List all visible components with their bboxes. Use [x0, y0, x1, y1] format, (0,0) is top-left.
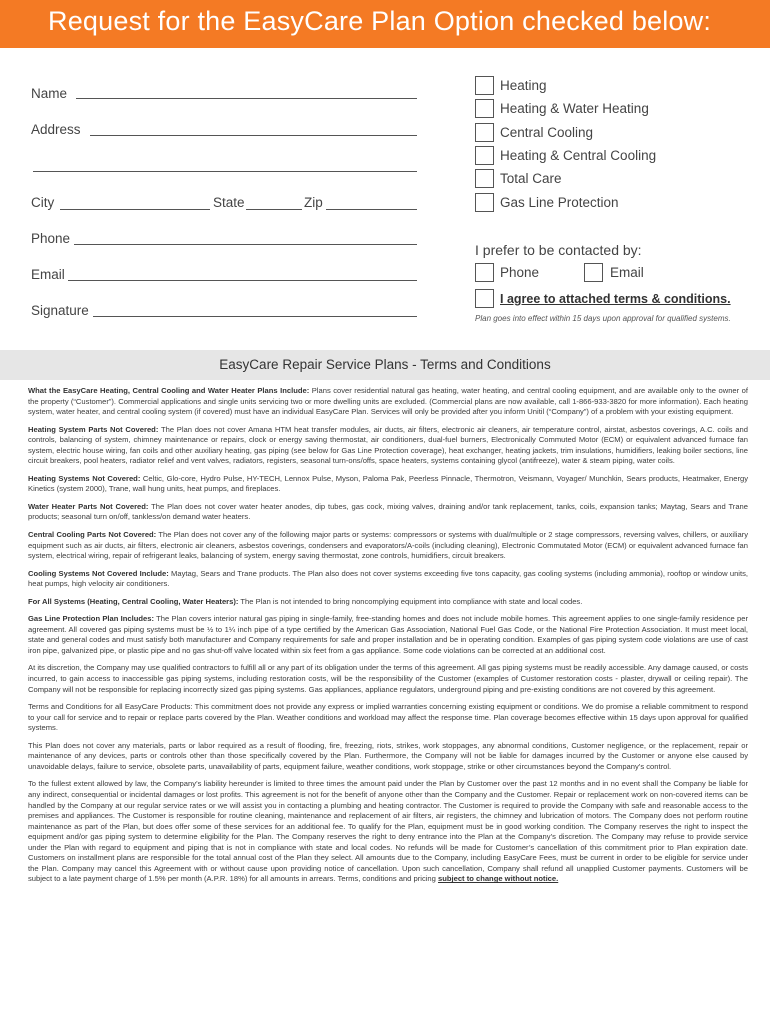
zip-label: Zip [304, 195, 323, 210]
agree-terms-label: I agree to attached terms & conditions. [500, 292, 731, 306]
terms-paragraph: At its discretion, the Company may use qualified contractors to fulfill all or any part of its obligation under the terms of this agreement. All gas piping systems must be readily accessible. Any damage caused, or costs incurred, to gain access to inaccessible gas piping systems, including restoration costs, will be the responsibility of the Customer (examples of Customer restoration costs - plaster, drywall or ceiling repair). The Company will not be responsible for replacing incorrectly sized gas piping systems. Gas appliances, appliance regulators, underground piping and pre-existing conditions are not covered by this agreement. [28, 663, 748, 694]
plan-label-heating: Heating [500, 78, 547, 93]
plan-checkbox-heating-water[interactable] [475, 99, 494, 118]
effective-date-note: Plan goes into effect within 15 days upon approval for qualified systems. [475, 314, 731, 323]
agree-terms-checkbox[interactable] [475, 289, 494, 308]
plan-label-heating-water: Heating & Water Heating [500, 101, 649, 116]
contact-checkbox-email[interactable] [584, 263, 603, 282]
terms-paragraph-title: Central Cooling Parts Not Covered: [28, 530, 157, 540]
terms-paragraph [28, 569, 748, 590]
name-field[interactable] [76, 98, 417, 99]
signature-label: Signature [31, 303, 89, 318]
zip-field[interactable] [326, 209, 417, 210]
name-label: Name [31, 86, 68, 101]
plan-label-gas-line: Gas Line Protection [500, 195, 619, 210]
terms-paragraph-title: What the EasyCare Heating, Central Cooling and Water Heater Plans Include: [28, 386, 310, 395]
plan-label-heating-cooling: Heating & Central Cooling [500, 148, 657, 163]
terms-paragraph [28, 502, 748, 523]
contact-preference-heading: I prefer to be contacted by: [475, 242, 642, 258]
terms-paragraph [28, 779, 748, 884]
state-label: State [213, 195, 245, 210]
city-field[interactable] [60, 209, 210, 210]
terms-paragraph [28, 597, 748, 608]
address-field-line-2[interactable] [33, 171, 417, 172]
terms-header-band [0, 350, 770, 380]
state-field[interactable] [246, 209, 302, 210]
terms-paragraph-text: The Plan is not intended to bring noncomplying equipment into compliance with state and local codes. [238, 596, 583, 606]
terms-paragraph-text: The Plan covers interior natural gas piping in single-family, free-standing homes and does not include mobile homes. This agreement applies to one single-family residence per agreement. All covered gas piping systems must be ½ to 1¼ inch pipe of a type certified by the American Gas Association, National Fuel Gas Code, or the National Fire Protection Association. It must meet local, state and general codes and must satisfy both manufacturer and Company requirements for safe and proper installation and be in operating condition. Examples of gas piping system code violations are use of cast iron pipe, galvanized pipe, or plastic pipe and no gas shut-off valve located within six feet from a gas appliance. Some code violations can be corrected at an additional cost. [28, 614, 748, 655]
terms-paragraph-text: Maytag, Sears and Trane products. The Plan also does not cover systems exceeding five tons capacity, gas cooling systems (including ammonia), rooftop or window units, heat pumps, high velocity air conditioners. [28, 568, 748, 589]
terms-paragraph-title: Gas Line Protection Plan Includes: [28, 614, 155, 624]
page-title: Request for the EasyCare Plan Option checked below: [48, 6, 712, 36]
title-banner [0, 0, 770, 48]
terms-paragraph-text: Celtic, Glo-core, Hydro Pulse, HY-TECH, Lennox Pulse, Myson, Paloma Pak, Peerless Pinnacle, Thermotron, Veismann, Voyager/ Munchkin, Sears products, Heatmaker, Energy Kinetics (system 2000), Trane, wall hung units, heat pumps, and fireplaces. [28, 473, 748, 494]
terms-paragraph-title: Cooling Systems Not Covered Include: [28, 568, 169, 578]
terms-body [28, 386, 748, 892]
email-field[interactable] [68, 280, 417, 281]
terms-paragraph-text: The Plan does not cover any of the following major parts or systems: compressors or systems with dual/multiple or 2 stage compressors, reversing valves, chillers, or auxiliary equipment such as air ducts, air filters, electronic air cleaners, asbestos coverings, condensers and evaporators/A-coils (including cleaning), Electronic Commutated Motor (ECM) or equivalent advanced furnace fan system, electrical wiring, repair of refrigerant leaks, balancing of system, energy saving thermostat, zone controls, humidifiers, circuit breakers. [28, 530, 749, 561]
plan-checkbox-heating-cooling[interactable] [475, 146, 494, 165]
terms-paragraph-text: To the fullest extent allowed by law, the Company’s liability hereunder is limited to three times the amount paid under the Plan by Customer over the past 12 months and in no event shall the Company be liable for any indirect, consequential or incidental damages or lost profits. This agreement is not for the benefit of anyone other than the Company and the Customer. Repair or replacement work on non-covered items can be handled by the Company at our regular service rates or we will assist you in contacting a plumbing and heating contractor. The Customer is required to provide the Company with safe and reasonable access to the premises and appliances. The Customer is responsible for routine cleaning, maintenance and replacement of air filters, air registers, the chimney and lubrication of motors. The Company does not perform routine maintenance as part of the Plan, but does offer some of these services for an additional fee. To qualify for the Plan, equipment must be in good working condition. The Company reserves the right to inspect the equipment and/or gas piping system to determine eligibility for the Plan. The Company reserves the right to deny entrance into the Plan at the Company’s discretion. The Company may refuse to provide service under the Plan with regard to equipment and piping that is not in compliance with state and local codes. No refunds will be made for Customer’s cancellation of this commitment prior to Plan expiration date. Customers on installment plans are responsible for the total annual cost of the Plan they select. All amounts due to the Company, including EasyCare Fees, must be current in order to be eligible for service under the Plan. Company may cancel this Agreement with or without cause upon providing notice of cancellation. Upon such cancellation, Company shall refund all unapplied Customer payments. Customers will be subject to a late payment charge of 1.5% per month (A.P.R. 18%) for all amounts in arrears. Terms, conditions and pricing [28, 779, 748, 884]
contact-checkbox-phone[interactable] [475, 263, 494, 282]
terms-paragraph-title: Heating System Parts Not Covered: [28, 424, 159, 434]
city-label: City [31, 195, 55, 210]
plan-label-central-cooling: Central Cooling [500, 125, 594, 140]
phone-label: Phone [31, 231, 71, 246]
terms-paragraph [28, 425, 748, 467]
address-label: Address [31, 122, 81, 137]
terms-paragraph: Terms and Conditions for all EasyCare Products: This commitment does not provide any express or implied warranties concerning existing equipment or conditions. We do promise a reliable commitment to respond to your call for service and to repair or replace parts covered by the Plan. Weather conditions and workload may affect the response time. Plan coverage becomes effective within 15 days upon approval for qualified systems. [28, 702, 748, 733]
terms-paragraph-title: Heating Systems Not Covered: [28, 473, 141, 483]
terms-paragraph-text: The Plan does not cover water heater anodes, dip tubes, gas cock, mixing valves, draining and/or tank replacement, tanks, coils, expansion tanks; Maytag, Sears and Trane products; seasonal turn on/off, tankless/on demand water heaters. [28, 501, 748, 522]
terms-paragraph [28, 386, 748, 418]
contact-label-email: Email [610, 265, 644, 280]
contact-label-phone: Phone [500, 265, 540, 280]
plan-checkbox-heating[interactable] [475, 76, 494, 95]
terms-paragraph-text: Plans cover residential natural gas heating, water heating, and central cooling equipment, and are available only to the owner of the property (“Customer”). Commercial applications and single units servicing two or more dwelling units are excluded. (Commercial plans are now available, call 1-866-933-3820 for more information). Each heating system, water heater, and central cooling system (if covered) must have an individual EasyCare Plan. Services will only be provided after you inform Unitil (“Company”) of a problem with your existing equipment. [28, 386, 748, 417]
terms-heading: EasyCare Repair Service Plans - Terms and Conditions [219, 357, 551, 372]
subject-to-change-link[interactable]: subject to change without notice. [438, 874, 559, 884]
terms-paragraph [28, 530, 748, 562]
terms-paragraph-title: For All Systems (Heating, Central Cooling, Water Heaters): [28, 596, 239, 606]
address-field[interactable] [90, 135, 417, 136]
terms-paragraph: This Plan does not cover any materials, parts or labor required as a result of flooding, fire, freezing, riots, strikes, work stoppages, any abnormal conditions, Customer negligence, or the replacement, repair or maintenance of any devices, parts or controls other than those specifically covered by the Plan. Furthermore, the Company will not be liable for damages incurred by the Customer or anyone else caused by unavoidable delays, failure to service, obsolete parts, unavailability of parts, equipment failure, weather conditions, work stoppage, strike or other circumstances beyond the Company’s control. [28, 740, 748, 771]
plan-label-total-care: Total Care [500, 171, 562, 186]
plan-checkbox-gas-line[interactable] [475, 193, 494, 212]
terms-paragraph-title: Water Heater Parts Not Covered: [28, 501, 149, 511]
terms-paragraph [28, 474, 748, 495]
plan-checkbox-total-care[interactable] [475, 169, 494, 188]
signature-field[interactable] [93, 316, 417, 317]
plan-checkbox-central-cooling[interactable] [475, 123, 494, 142]
email-label: Email [31, 267, 65, 282]
terms-paragraph [28, 614, 748, 656]
phone-field[interactable] [74, 244, 417, 245]
terms-paragraph-text: The Plan does not cover Amana HTM heat transfer modules, air ducts, air filters, electronic air cleaners, air temperature control, airstat, asbestos coverings, A.C. coils and controls, balancing of system, chimney maintenance or repairs, clock or energy saving thermostat, air conditioners, dual-fuel burners, Electronically Commuted Motor (ECM) or equivalent advanced furnace fan system, electric house wiring, fan coils and other auxiliary heating, gas piping (see below for Gas Line Protection coverage), heat exchanger, heating jackets, trim insulations, humidifiers, leaking boiler sections, line circuit breakers, pool heaters, radiator relief and vent valves, radiators, registers, seasonal turn-ons/offs, space heaters, systems containing glycol (antifreeze), water & steam piping, water coils. [28, 424, 748, 466]
